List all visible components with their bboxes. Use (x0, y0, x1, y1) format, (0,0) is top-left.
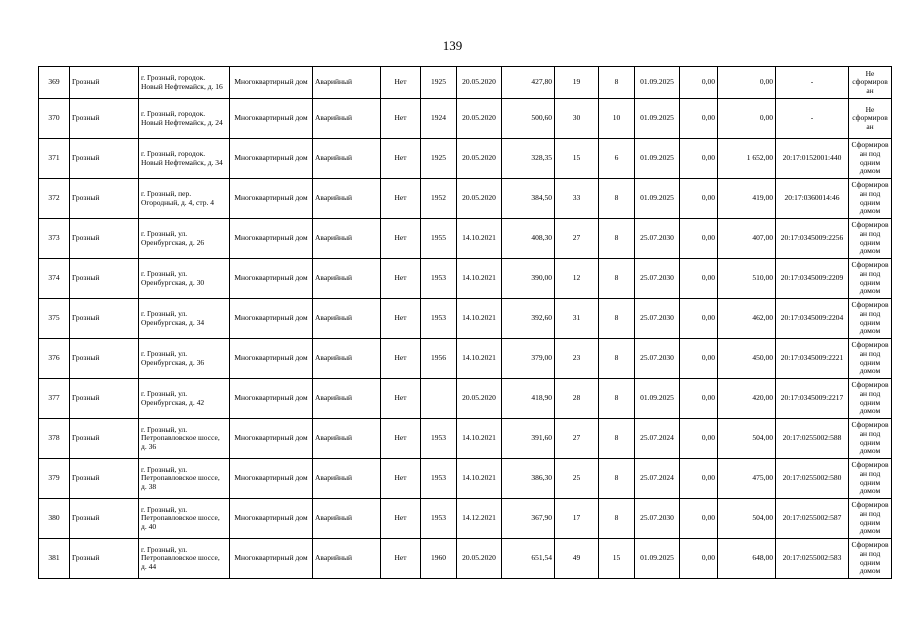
city-cell: Грозный (70, 339, 139, 379)
building-type-cell: Многоквартирный дом (230, 379, 313, 419)
value-1-cell: 0,00 (680, 339, 718, 379)
year-built-cell: 1953 (421, 499, 457, 539)
cadastral-number-cell: 20:17:0345009:2209 (776, 259, 849, 299)
land-area-cell: 419,00 (718, 179, 776, 219)
condition-cell: Аварийный (313, 339, 381, 379)
resettlement-date-cell: 01.09.2025 (635, 379, 680, 419)
flag-cell: Нет (381, 299, 421, 339)
year-built-cell: 1924 (421, 99, 457, 139)
value-1-cell: 0,00 (680, 499, 718, 539)
building-type-cell: Многоквартирный дом (230, 499, 313, 539)
value-1-cell: 0,00 (680, 419, 718, 459)
condition-cell: Аварийный (313, 219, 381, 259)
land-status-cell: Сформирован под одним домом (849, 379, 892, 419)
land-area-cell: 407,00 (718, 219, 776, 259)
land-area-cell: 450,00 (718, 339, 776, 379)
area-cell: 500,60 (502, 99, 555, 139)
apartments-cell: 8 (599, 339, 635, 379)
area-cell: 427,80 (502, 67, 555, 99)
year-built-cell: 1960 (421, 539, 457, 579)
land-status-cell: Сформирован под одним домом (849, 339, 892, 379)
land-status-cell: Сформирован под одним домом (849, 419, 892, 459)
recognition-date-cell: 20.05.2020 (457, 99, 502, 139)
resettlement-date-cell: 25.07.2030 (635, 339, 680, 379)
recognition-date-cell: 14.12.2021 (457, 499, 502, 539)
cadastral-number-cell: 20:17:0255002:587 (776, 499, 849, 539)
residents-cell: 27 (555, 419, 599, 459)
table-row (39, 139, 892, 179)
area-cell: 379,00 (502, 339, 555, 379)
year-built-cell: 1956 (421, 339, 457, 379)
area-cell: 386,30 (502, 459, 555, 499)
address-cell: г. Грозный, ул. Оренбургская, д. 42 (139, 379, 230, 419)
address-cell: г. Грозный, ул. Оренбургская, д. 30 (139, 259, 230, 299)
building-type-cell: Многоквартирный дом (230, 299, 313, 339)
land-area-cell: 0,00 (718, 67, 776, 99)
land-status-cell: Сформирован под одним домом (849, 499, 892, 539)
condition-cell: Аварийный (313, 539, 381, 579)
cadastral-number-cell: - (776, 67, 849, 99)
area-cell: 384,50 (502, 179, 555, 219)
row-number-cell: 380 (39, 499, 70, 539)
building-type-cell: Многоквартирный дом (230, 99, 313, 139)
building-type-cell: Многоквартирный дом (230, 339, 313, 379)
land-area-cell: 1 652,00 (718, 139, 776, 179)
recognition-date-cell: 20.05.2020 (457, 139, 502, 179)
residents-cell: 27 (555, 219, 599, 259)
flag-cell: Нет (381, 179, 421, 219)
cadastral-number-cell: - (776, 99, 849, 139)
land-area-cell: 648,00 (718, 539, 776, 579)
city-cell: Грозный (70, 459, 139, 499)
table-row (39, 219, 892, 259)
condition-cell: Аварийный (313, 499, 381, 539)
resettlement-date-cell: 01.09.2025 (635, 139, 680, 179)
apartments-cell: 6 (599, 139, 635, 179)
area-cell: 390,00 (502, 259, 555, 299)
resettlement-date-cell: 25.07.2024 (635, 459, 680, 499)
land-status-cell: Сформирован под одним домом (849, 139, 892, 179)
land-status-cell: Сформирован под одним домом (849, 219, 892, 259)
year-built-cell: 1953 (421, 419, 457, 459)
year-built-cell: 1952 (421, 179, 457, 219)
condition-cell: Аварийный (313, 259, 381, 299)
page-number: 139 (442, 38, 463, 53)
residents-cell: 33 (555, 179, 599, 219)
city-cell: Грозный (70, 219, 139, 259)
area-cell: 367,90 (502, 499, 555, 539)
row-number-cell: 378 (39, 419, 70, 459)
city-cell: Грозный (70, 379, 139, 419)
value-1-cell: 0,00 (680, 379, 718, 419)
value-1-cell: 0,00 (680, 259, 718, 299)
city-cell: Грозный (70, 299, 139, 339)
land-area-cell: 504,00 (718, 419, 776, 459)
table-row (39, 99, 892, 139)
address-cell: г. Грозный, городок. Новый Нефтемайск, д. 16 (139, 67, 230, 99)
building-type-cell: Многоквартирный дом (230, 459, 313, 499)
value-1-cell: 0,00 (680, 299, 718, 339)
housing-registry-table (38, 66, 892, 579)
resettlement-date-cell: 25.07.2030 (635, 499, 680, 539)
resettlement-date-cell: 01.09.2025 (635, 67, 680, 99)
apartments-cell: 8 (599, 419, 635, 459)
apartments-cell: 8 (599, 299, 635, 339)
condition-cell: Аварийный (313, 419, 381, 459)
cadastral-number-cell: 20:17:0345009:2256 (776, 219, 849, 259)
row-number-cell: 369 (39, 67, 70, 99)
address-cell: г. Грозный, ул. Петропавловское шоссе, д. 36 (139, 419, 230, 459)
flag-cell: Нет (381, 419, 421, 459)
residents-cell: 31 (555, 299, 599, 339)
resettlement-date-cell: 01.09.2025 (635, 539, 680, 579)
apartments-cell: 8 (599, 179, 635, 219)
table-row (39, 67, 892, 99)
table-row (39, 379, 892, 419)
cadastral-number-cell: 20:17:0345009:2221 (776, 339, 849, 379)
resettlement-date-cell: 25.07.2024 (635, 419, 680, 459)
resettlement-date-cell: 01.09.2025 (635, 99, 680, 139)
area-cell: 408,30 (502, 219, 555, 259)
building-type-cell: Многоквартирный дом (230, 67, 313, 99)
recognition-date-cell: 14.10.2021 (457, 419, 502, 459)
value-1-cell: 0,00 (680, 539, 718, 579)
land-status-cell: Не сформирован (849, 67, 892, 99)
recognition-date-cell: 14.10.2021 (457, 339, 502, 379)
recognition-date-cell: 14.10.2021 (457, 299, 502, 339)
table-row (39, 499, 892, 539)
row-number-cell: 376 (39, 339, 70, 379)
area-cell: 651,54 (502, 539, 555, 579)
value-1-cell: 0,00 (680, 99, 718, 139)
row-number-cell: 371 (39, 139, 70, 179)
cadastral-number-cell: 20:17:0255002:583 (776, 539, 849, 579)
address-cell: г. Грозный, ул. Петропавловское шоссе, д. 40 (139, 499, 230, 539)
table-row (39, 179, 892, 219)
apartments-cell: 8 (599, 499, 635, 539)
row-number-cell: 381 (39, 539, 70, 579)
residents-cell: 17 (555, 499, 599, 539)
area-cell: 418,90 (502, 379, 555, 419)
table-row (39, 259, 892, 299)
year-built-cell (421, 379, 457, 419)
condition-cell: Аварийный (313, 379, 381, 419)
land-status-cell: Сформирован под одним домом (849, 299, 892, 339)
land-status-cell: Сформирован под одним домом (849, 539, 892, 579)
recognition-date-cell: 14.10.2021 (457, 459, 502, 499)
land-area-cell: 420,00 (718, 379, 776, 419)
residents-cell: 12 (555, 259, 599, 299)
flag-cell: Нет (381, 99, 421, 139)
row-number-cell: 372 (39, 179, 70, 219)
resettlement-date-cell: 01.09.2025 (635, 179, 680, 219)
flag-cell: Нет (381, 539, 421, 579)
flag-cell: Нет (381, 459, 421, 499)
area-cell: 328,35 (502, 139, 555, 179)
row-number-cell: 379 (39, 459, 70, 499)
address-cell: г. Грозный, ул. Петропавловское шоссе, д. 38 (139, 459, 230, 499)
value-1-cell: 0,00 (680, 219, 718, 259)
cadastral-number-cell: 20:17:0345009:2204 (776, 299, 849, 339)
flag-cell: Нет (381, 339, 421, 379)
year-built-cell: 1925 (421, 139, 457, 179)
year-built-cell: 1953 (421, 459, 457, 499)
building-type-cell: Многоквартирный дом (230, 219, 313, 259)
building-type-cell: Многоквартирный дом (230, 179, 313, 219)
value-1-cell: 0,00 (680, 179, 718, 219)
resettlement-date-cell: 25.07.2030 (635, 299, 680, 339)
address-cell: г. Грозный, ул. Оренбургская, д. 34 (139, 299, 230, 339)
address-cell: г. Грозный, пер. Огородный, д. 4, стр. 4 (139, 179, 230, 219)
table-row (39, 539, 892, 579)
year-built-cell: 1953 (421, 259, 457, 299)
residents-cell: 25 (555, 459, 599, 499)
building-type-cell: Многоквартирный дом (230, 139, 313, 179)
building-type-cell: Многоквартирный дом (230, 419, 313, 459)
flag-cell: Нет (381, 379, 421, 419)
condition-cell: Аварийный (313, 179, 381, 219)
cadastral-number-cell: 20:17:0255002:580 (776, 459, 849, 499)
land-status-cell: Сформирован под одним домом (849, 179, 892, 219)
building-type-cell: Многоквартирный дом (230, 259, 313, 299)
recognition-date-cell: 20.05.2020 (457, 67, 502, 99)
address-cell: г. Грозный, ул. Оренбургская, д. 26 (139, 219, 230, 259)
value-1-cell: 0,00 (680, 459, 718, 499)
city-cell: Грозный (70, 179, 139, 219)
year-built-cell: 1925 (421, 67, 457, 99)
cadastral-number-cell: 20:17:0152001:440 (776, 139, 849, 179)
cadastral-number-cell: 20:17:0345009:2217 (776, 379, 849, 419)
apartments-cell: 10 (599, 99, 635, 139)
residents-cell: 30 (555, 99, 599, 139)
cadastral-number-cell: 20:17:0360014:46 (776, 179, 849, 219)
row-number-cell: 373 (39, 219, 70, 259)
city-cell: Грозный (70, 67, 139, 99)
flag-cell: Нет (381, 67, 421, 99)
condition-cell: Аварийный (313, 459, 381, 499)
land-area-cell: 0,00 (718, 99, 776, 139)
city-cell: Грозный (70, 139, 139, 179)
cadastral-number-cell: 20:17:0255002:588 (776, 419, 849, 459)
area-cell: 391,60 (502, 419, 555, 459)
year-built-cell: 1955 (421, 219, 457, 259)
condition-cell: Аварийный (313, 67, 381, 99)
resettlement-date-cell: 25.07.2030 (635, 219, 680, 259)
table-row (39, 299, 892, 339)
value-1-cell: 0,00 (680, 139, 718, 179)
row-number-cell: 370 (39, 99, 70, 139)
resettlement-date-cell: 25.07.2030 (635, 259, 680, 299)
land-area-cell: 504,00 (718, 499, 776, 539)
residents-cell: 28 (555, 379, 599, 419)
land-area-cell: 462,00 (718, 299, 776, 339)
recognition-date-cell: 14.10.2021 (457, 219, 502, 259)
city-cell: Грозный (70, 539, 139, 579)
value-1-cell: 0,00 (680, 67, 718, 99)
land-status-cell: Сформирован под одним домом (849, 459, 892, 499)
address-cell: г. Грозный, городок. Новый Нефтемайск, д. 34 (139, 139, 230, 179)
condition-cell: Аварийный (313, 99, 381, 139)
flag-cell: Нет (381, 219, 421, 259)
year-built-cell: 1953 (421, 299, 457, 339)
table-row (39, 419, 892, 459)
city-cell: Грозный (70, 99, 139, 139)
residents-cell: 19 (555, 67, 599, 99)
address-cell: г. Грозный, городок. Новый Нефтемайск, д. 24 (139, 99, 230, 139)
recognition-date-cell: 20.05.2020 (457, 179, 502, 219)
residents-cell: 49 (555, 539, 599, 579)
residents-cell: 23 (555, 339, 599, 379)
table-row (39, 339, 892, 379)
apartments-cell: 8 (599, 67, 635, 99)
apartments-cell: 8 (599, 379, 635, 419)
apartments-cell: 15 (599, 539, 635, 579)
recognition-date-cell: 20.05.2020 (457, 379, 502, 419)
row-number-cell: 377 (39, 379, 70, 419)
city-cell: Грозный (70, 419, 139, 459)
flag-cell: Нет (381, 259, 421, 299)
residents-cell: 15 (555, 139, 599, 179)
row-number-cell: 374 (39, 259, 70, 299)
area-cell: 392,60 (502, 299, 555, 339)
land-status-cell: Сформирован под одним домом (849, 259, 892, 299)
address-cell: г. Грозный, ул. Оренбургская, д. 36 (139, 339, 230, 379)
land-area-cell: 475,00 (718, 459, 776, 499)
city-cell: Грозный (70, 499, 139, 539)
condition-cell: Аварийный (313, 139, 381, 179)
city-cell: Грозный (70, 259, 139, 299)
flag-cell: Нет (381, 139, 421, 179)
address-cell: г. Грозный, ул. Петропавловское шоссе, д. 44 (139, 539, 230, 579)
apartments-cell: 8 (599, 219, 635, 259)
apartments-cell: 8 (599, 259, 635, 299)
row-number-cell: 375 (39, 299, 70, 339)
apartments-cell: 8 (599, 459, 635, 499)
table-row (39, 459, 892, 499)
land-area-cell: 510,00 (718, 259, 776, 299)
building-type-cell: Многоквартирный дом (230, 539, 313, 579)
land-status-cell: Не сформирован (849, 99, 892, 139)
recognition-date-cell: 20.05.2020 (457, 539, 502, 579)
recognition-date-cell: 14.10.2021 (457, 259, 502, 299)
flag-cell: Нет (381, 499, 421, 539)
condition-cell: Аварийный (313, 299, 381, 339)
